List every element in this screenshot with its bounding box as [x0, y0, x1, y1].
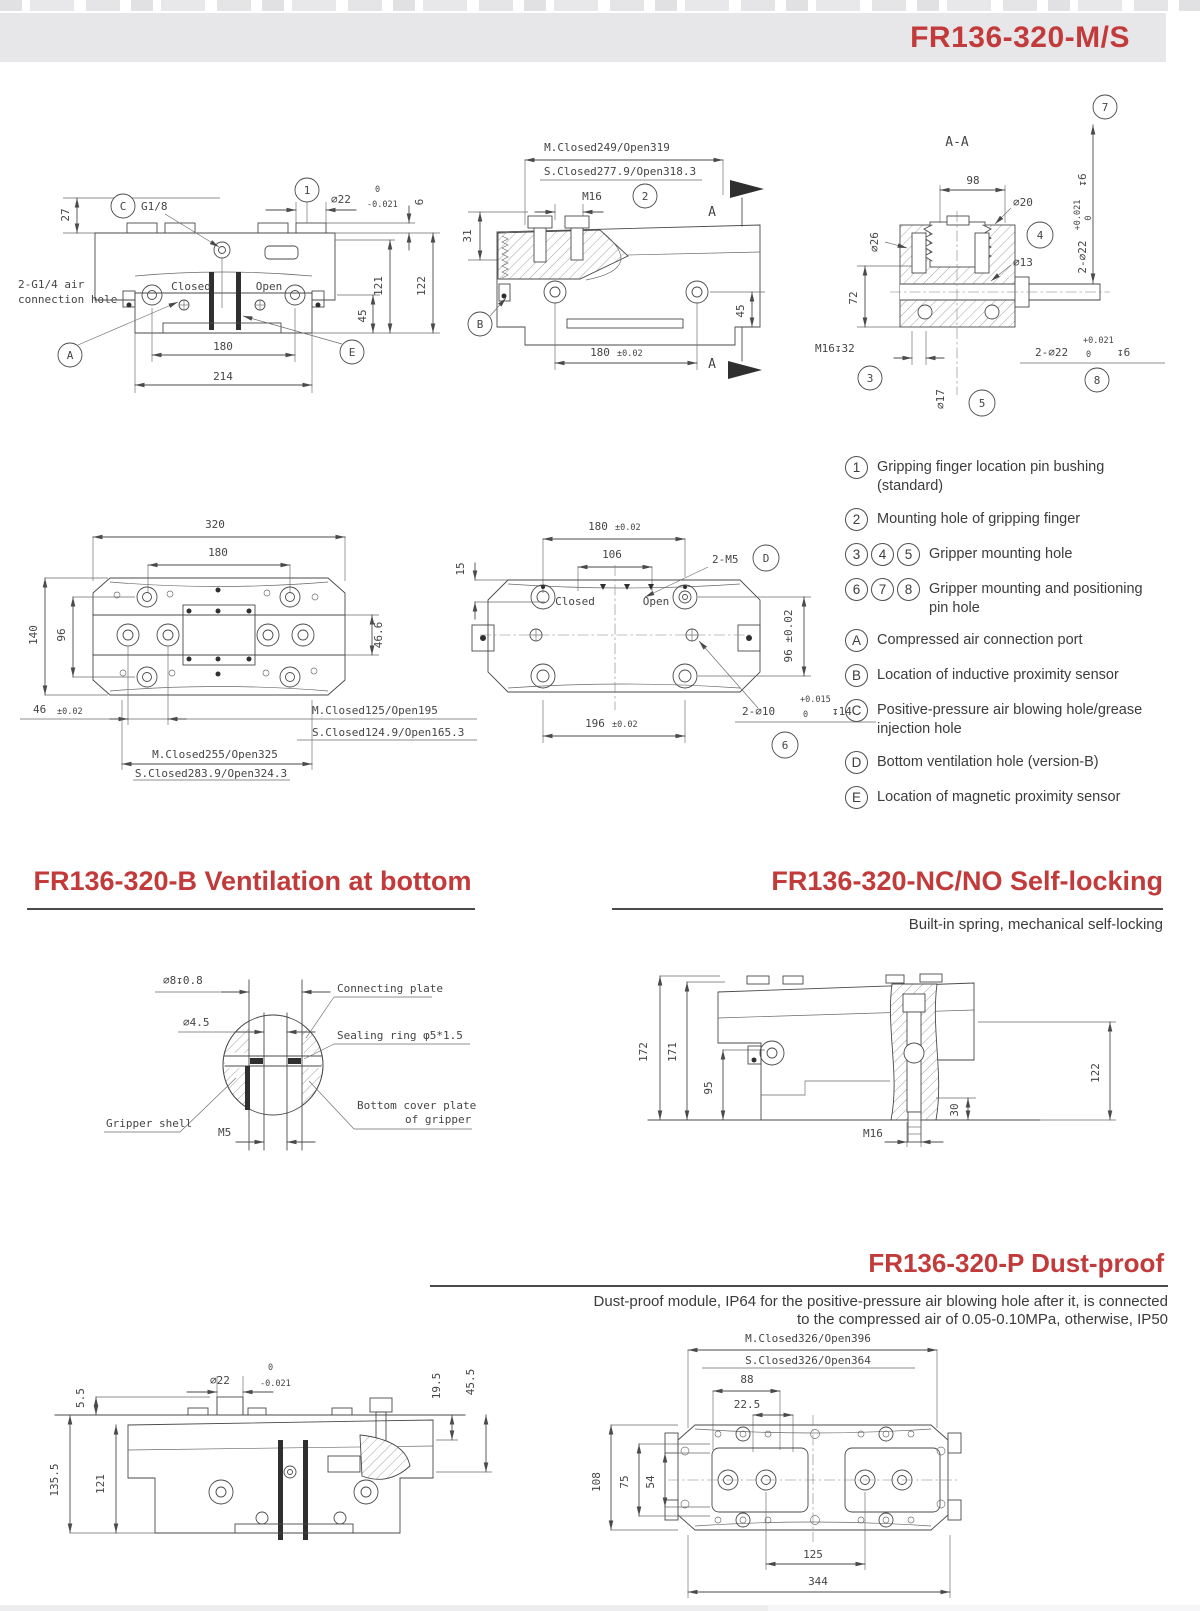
page-title: FR136-320-M/S	[910, 21, 1130, 54]
side-view-drawing	[440, 140, 790, 385]
dim-125: 125	[803, 1548, 823, 1561]
section-title-ventilation: FR136-320-B Ventilation at bottom	[33, 866, 472, 896]
dim-108: 108	[590, 1472, 603, 1492]
dim-v22-tol-lo: 0	[1084, 215, 1094, 221]
badge-d: D	[845, 751, 868, 774]
balloon-8	[1085, 368, 1109, 392]
label-gripper-shell: Gripper shell	[106, 1117, 193, 1130]
dim-m16: M16	[582, 190, 602, 203]
legend-text-2: injection hole	[877, 721, 962, 738]
dim-s-stroke: S.Closed277.9/Open318.3	[543, 165, 697, 178]
dim-tol-lo: -0.021	[367, 200, 398, 210]
balloon-6	[772, 732, 798, 758]
legend-text-2: (standard)	[877, 477, 944, 494]
dim-b22-tol-lo: 0	[1086, 350, 1092, 360]
dim-m-open: M.Closed125/Open195	[312, 704, 438, 717]
note-air-line1: 2-G1/4 air	[18, 278, 85, 291]
legend-text: Location of inductive proximity sensor	[877, 667, 1119, 684]
bottom-view	[440, 505, 880, 767]
dim-dia10-depth: ↧14	[832, 705, 852, 718]
dim-b22-tol-hi: +0.021	[1083, 336, 1114, 346]
dustproof-side-view	[40, 1320, 495, 1585]
dim-180-tol: ±0.02	[617, 349, 643, 359]
badge-3: 3	[845, 543, 868, 566]
badge-6: 6	[845, 578, 868, 601]
balloon-5	[969, 390, 995, 416]
dim-172: 172	[637, 1042, 650, 1062]
balloon-5-label: 5	[978, 397, 986, 410]
section-aa-title: A-A	[945, 135, 969, 150]
badge-c: C	[845, 699, 868, 722]
dim-b22-depth: ↧6	[1117, 346, 1131, 359]
note-air-line2: connection hole	[18, 293, 118, 306]
bottom-view-drawing	[440, 505, 880, 767]
legend-item-3	[845, 543, 1197, 566]
legend-text: Positive-pressure air blowing hole/grease	[877, 702, 1143, 719]
section-label-a-top: A	[708, 205, 716, 220]
dim-m16-depth: M16↧32	[815, 342, 855, 355]
balloon-7-label: 7	[1101, 101, 1109, 114]
dim-122: 122	[415, 276, 428, 296]
dim-72: 72	[847, 291, 860, 305]
dim-46-tol: ±0.02	[57, 707, 83, 717]
dim-121: 121	[372, 276, 385, 296]
dim-171: 171	[666, 1042, 679, 1062]
dustproof-side-geometry	[55, 1376, 492, 1540]
front-view	[15, 150, 445, 405]
section-aa-view	[795, 85, 1200, 420]
label-closed: Closed	[555, 595, 595, 608]
dim-122: 122	[1089, 1063, 1102, 1083]
balloon-e-label: E	[348, 346, 356, 359]
balloon-c	[111, 194, 135, 218]
selflocking-view	[620, 950, 1165, 1165]
dim-19-5: 19.5	[430, 1372, 443, 1400]
page-bottom-cropped-strip	[0, 1605, 1200, 1611]
header-banner	[0, 13, 1166, 62]
dim-320: 320	[205, 518, 225, 531]
dim-m5: M5	[218, 1126, 232, 1139]
dim-s-open: S.Closed124.9/Open165.3	[312, 726, 465, 739]
badge-7: 7	[871, 578, 894, 601]
dim-98: 98	[966, 174, 980, 187]
label-sealing-ring: Sealing ring φ5*1.5	[337, 1029, 463, 1042]
dim-dia4-5: ⌀4.5	[183, 1016, 210, 1029]
dim-30: 30	[948, 1103, 961, 1117]
label-open: Open	[642, 595, 670, 608]
dim-dia20: ⌀20	[1013, 196, 1033, 209]
balloon-3-label: 3	[866, 372, 874, 385]
dim-5-5: 5.5	[74, 1388, 87, 1408]
rule-selflocking	[612, 908, 1163, 910]
dustproof-top-geometry	[611, 1350, 961, 1598]
side-view	[440, 140, 790, 385]
top-view	[15, 485, 485, 785]
dim-s-stroke: S.Closed283.9/Open324.3	[134, 767, 288, 780]
dim-45: 45	[356, 309, 369, 323]
dim-95: 95	[702, 1081, 715, 1095]
balloon-4-label: 4	[1036, 229, 1044, 242]
badge-8: 8	[897, 578, 920, 601]
balloon-d	[753, 545, 779, 571]
dim-180: 180	[213, 340, 233, 353]
balloon-d-label: D	[762, 552, 770, 565]
side-view-geometry	[468, 160, 765, 379]
balloon-7	[1093, 95, 1117, 119]
balloon-b-label: B	[476, 318, 484, 331]
dim-dia22: ⌀22	[331, 193, 351, 206]
rule-ventilation	[27, 908, 475, 910]
legend-text: Gripper mounting hole	[929, 545, 1073, 562]
section-subtitle-dustproof-1: Dust-proof module, IP64 for the positive-pressure air blowing hole after it, is connected	[593, 1293, 1168, 1310]
balloon-a	[58, 343, 82, 367]
legend-item-5	[845, 629, 1197, 652]
dim-s-stroke: S.Closed326/Open364	[745, 1354, 871, 1367]
dim-b22: 2-⌀22	[1035, 346, 1069, 359]
dim-m-stroke: M.Closed326/Open396	[745, 1332, 871, 1345]
dim-2-dia10: 2-⌀10	[742, 705, 776, 718]
label-bottom-cover-1: Bottom cover plate	[357, 1099, 477, 1112]
balloon-8-label: 8	[1093, 374, 1101, 387]
balloon-2	[633, 184, 657, 208]
dim-31: 31	[461, 229, 474, 243]
dim-45: 45	[734, 304, 747, 318]
dim-214: 214	[213, 370, 233, 383]
balloon-b	[468, 312, 492, 336]
dim-344: 344	[808, 1575, 828, 1588]
legend	[845, 456, 1197, 821]
dim-22-5: 22.5	[733, 1398, 761, 1411]
dim-45-5: 45.5	[464, 1368, 477, 1396]
dim-196: 196	[585, 717, 605, 730]
section-title-selflocking: FR136-320-NC/NO Self-locking	[771, 866, 1163, 896]
dim-dia22-tol-hi: 0	[268, 1363, 274, 1373]
dim-6: 6	[413, 198, 426, 206]
dustproof-top-drawing	[590, 1320, 1020, 1611]
badge-b: B	[845, 664, 868, 687]
dim-2-m5: 2-M5	[712, 553, 739, 566]
top-view-geometry	[20, 537, 477, 780]
legend-text: Mounting hole of gripping finger	[877, 510, 1081, 527]
dim-180: 180	[588, 520, 608, 533]
legend-item-7	[845, 699, 1197, 739]
dim-135-5: 135.5	[48, 1463, 61, 1497]
badge-a: A	[845, 629, 868, 652]
dim-v22-tol-hi: +0.021	[1073, 199, 1083, 231]
dim-v22-depth: ↧6	[1076, 173, 1089, 187]
dim-dia26: ⌀26	[868, 232, 881, 252]
label-open: Open	[255, 280, 283, 293]
dim-106: 106	[602, 548, 622, 561]
bottom-view-geometry	[472, 539, 876, 743]
legend-text: Compressed air connection port	[877, 632, 1083, 649]
dim-dia13: ⌀13	[1013, 256, 1033, 269]
dim-dia10-tol-lo: 0	[803, 710, 809, 720]
dim-m16: M16	[863, 1127, 883, 1140]
selflocking-drawing	[620, 950, 1165, 1165]
balloon-1	[295, 178, 319, 202]
label-connecting-plate: Connecting plate	[337, 982, 443, 995]
legend-item-1	[845, 456, 1197, 496]
ventilation-detail-drawing	[60, 950, 480, 1165]
balloon-3	[858, 366, 882, 390]
balloon-1-label: 1	[303, 184, 311, 197]
section-title-dustproof: FR136-320-P Dust-proof	[868, 1248, 1164, 1278]
dustproof-side-drawing	[40, 1320, 495, 1585]
dim-g18: G1/8	[141, 200, 168, 213]
legend-item-6	[845, 664, 1197, 687]
balloon-4	[1027, 222, 1053, 248]
legend-text: Bottom ventilation hole (version-B)	[877, 754, 1099, 771]
dim-15: 15	[454, 562, 467, 576]
selflocking-geometry	[648, 974, 1116, 1147]
legend-text: Location of magnetic proximity sensor	[877, 789, 1121, 806]
dim-v22: 2-⌀22	[1076, 240, 1089, 274]
top-view-drawing	[15, 485, 485, 785]
section-subtitle-selflocking: Built-in spring, mechanical self-locking	[908, 916, 1163, 933]
page-top-cropped-text	[0, 0, 1200, 11]
balloon-6-label: 6	[781, 739, 789, 752]
label-bottom-cover-2: of gripper	[405, 1113, 472, 1126]
dim-180-tol: ±0.02	[615, 523, 641, 533]
dim-tol-hi: 0	[375, 185, 381, 195]
label-closed: Closed	[171, 280, 211, 293]
balloon-2-label: 2	[641, 190, 649, 203]
dim-46: 46	[33, 703, 47, 716]
badge-5: 5	[897, 543, 920, 566]
badge-2: 2	[845, 508, 868, 531]
section-aa-drawing	[795, 85, 1200, 420]
legend-text: Gripping finger location pin bushing	[877, 459, 1105, 475]
balloon-e	[340, 340, 364, 364]
dim-dia22: ⌀22	[210, 1374, 230, 1387]
dim-dia10-tol-hi: +0.015	[800, 695, 831, 705]
balloon-a-label: A	[66, 349, 74, 362]
dim-96: 96 ±0.02	[782, 609, 795, 663]
dim-180: 180	[590, 346, 610, 359]
section-subtitle-dustproof-2: to the compressed air of 0.05-0.10MPa, otherwise, IP50	[796, 1311, 1168, 1328]
dim-m-stroke: M.Closed255/Open325	[152, 748, 278, 761]
legend-text: Gripper mounting and positioning	[929, 580, 1143, 597]
dim-dia8-depth: ⌀8↧0.8	[163, 974, 203, 987]
legend-item-2	[845, 508, 1197, 531]
ventilation-detail-view	[60, 950, 480, 1165]
dim-dia22-tol-lo: -0.021	[260, 1379, 291, 1389]
legend-item-8	[845, 751, 1197, 774]
dim-140: 140	[27, 625, 40, 645]
dim-88: 88	[740, 1373, 754, 1386]
dim-dia17: ⌀17	[934, 389, 947, 409]
rule-dustproof	[430, 1285, 1168, 1287]
dustproof-top-view	[590, 1320, 1020, 1611]
dim-121: 121	[94, 1474, 107, 1494]
dim-46-6: 46.6	[372, 621, 385, 649]
balloon-c-label: C	[119, 200, 127, 213]
dim-180: 180	[208, 546, 228, 559]
legend-item-9	[845, 786, 1197, 809]
dim-27: 27	[59, 208, 72, 222]
legend-item-4	[845, 578, 1197, 618]
dim-75: 75	[618, 1475, 631, 1489]
dim-96: 96	[55, 628, 68, 642]
badge-4: 4	[871, 543, 894, 566]
legend-text-2: pin hole	[929, 599, 980, 616]
dim-m-stroke: M.Closed249/Open319	[544, 141, 670, 154]
front-view-drawing	[15, 150, 445, 405]
badge-e: E	[845, 786, 868, 809]
dim-196-tol: ±0.02	[612, 720, 638, 730]
badge-1: 1	[845, 456, 868, 479]
dim-54: 54	[644, 1475, 657, 1489]
section-label-a-bottom: A	[708, 357, 716, 372]
